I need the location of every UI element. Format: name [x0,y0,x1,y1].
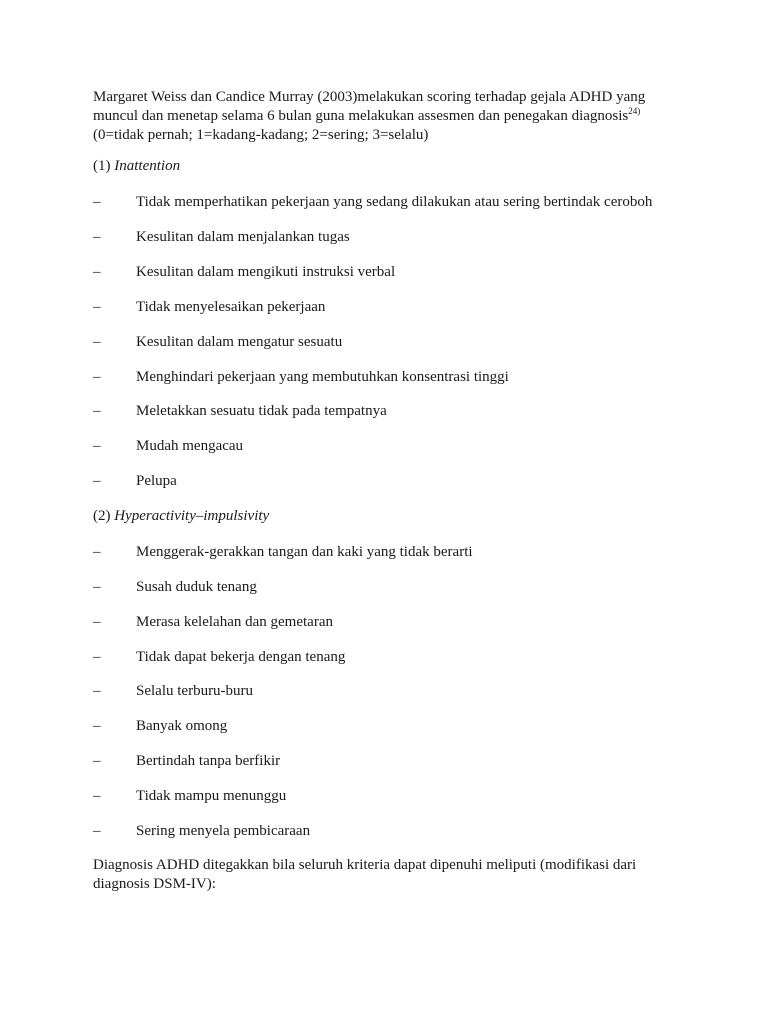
section-title: Inattention [114,158,181,174]
dash-bullet: – [93,753,101,769]
list-item-text: Banyak omong [136,718,228,734]
list-item [93,681,693,701]
section-heading-inattention [93,157,180,176]
list-item [93,227,693,247]
dash-bullet: – [93,229,101,245]
dash-bullet: – [93,579,101,595]
dash-bullet: – [93,194,101,210]
list-item-text: Tidak menyelesaikan pekerjaan [136,299,326,315]
list-item [93,612,693,632]
dash-bullet: – [93,299,101,315]
closing-paragraph [93,856,693,894]
dash-bullet: – [93,649,101,665]
list-item [93,401,693,421]
list-item [93,577,693,597]
dash-bullet: – [93,264,101,280]
footnote-reference: 24) [628,106,641,116]
list-item-text: Tidak mampu menunggu [136,788,287,804]
list-item [93,786,693,806]
dash-bullet: – [93,369,101,385]
intro-paragraph [93,88,693,145]
list-item [93,192,693,212]
list-item [93,716,693,736]
section-title: Hyperactivity–impulsivity [114,508,270,524]
list-item-text: Bertindah tanpa berfikir [136,753,281,769]
intro-line-1: Margaret Weiss dan Candice Murray (2003)melakukan scoring terhadap gejala ADHD yang [93,89,646,105]
list-item-text: Susah duduk tenang [136,579,257,595]
dash-bullet: – [93,438,101,454]
dash-bullet: – [93,683,101,699]
list-item [93,332,693,352]
list-item [93,542,693,562]
list-item [93,262,693,282]
dash-bullet: – [93,403,101,419]
list-item [93,367,693,387]
dash-bullet: – [93,788,101,804]
list-item [93,436,693,456]
closing-line-2: diagnosis DSM-IV): [93,876,216,892]
section-number: (2) [93,508,111,524]
intro-line-3: (0=tidak pernah; 1=kadang-kadang; 2=sering; 3=selalu) [93,127,429,143]
list-item-text: Meletakkan sesuatu tidak pada tempatnya [136,403,387,419]
section-number: (1) [93,158,111,174]
list-item-text: Merasa kelelahan dan gemetaran [136,614,333,630]
dash-bullet: – [93,544,101,560]
list-item-text: Mudah mengacau [136,438,244,454]
list-item [93,647,693,667]
closing-line-1: Diagnosis ADHD ditegakkan bila seluruh kriteria dapat dipenuhi meliputi (modifikasi dari [93,857,637,873]
list-item-text: Kesulitan dalam mengikuti instruksi verbal [136,264,396,280]
list-item-text: Pelupa [136,473,177,489]
list-item-text: Menghindari pekerjaan yang membutuhkan konsentrasi tinggi [136,369,509,385]
list-item [93,471,693,491]
list-item [93,751,693,771]
intro-line-2: muncul dan menetap selama 6 bulan guna melakukan assesmen dan penegakan diagnosis [93,108,629,124]
dash-bullet: – [93,334,101,350]
dash-bullet: – [93,823,101,839]
section-heading-hyperactivity [93,507,269,526]
list-item-text: Menggerak-gerakkan tangan dan kaki yang tidak berarti [136,544,473,560]
list-item-text: Tidak memperhatikan pekerjaan yang sedang dilakukan atau sering bertindak ceroboh [136,194,653,210]
list-item [93,297,693,317]
dash-bullet: – [93,473,101,489]
list-item-text: Selalu terburu-buru [136,683,254,699]
list-item [93,821,693,841]
dash-bullet: – [93,718,101,734]
dash-bullet: – [93,614,101,630]
list-item-text: Kesulitan dalam menjalankan tugas [136,229,350,245]
list-item-text: Sering menyela pembicaraan [136,823,311,839]
list-item-text: Tidak dapat bekerja dengan tenang [136,649,346,665]
list-item-text: Kesulitan dalam mengatur sesuatu [136,334,343,350]
